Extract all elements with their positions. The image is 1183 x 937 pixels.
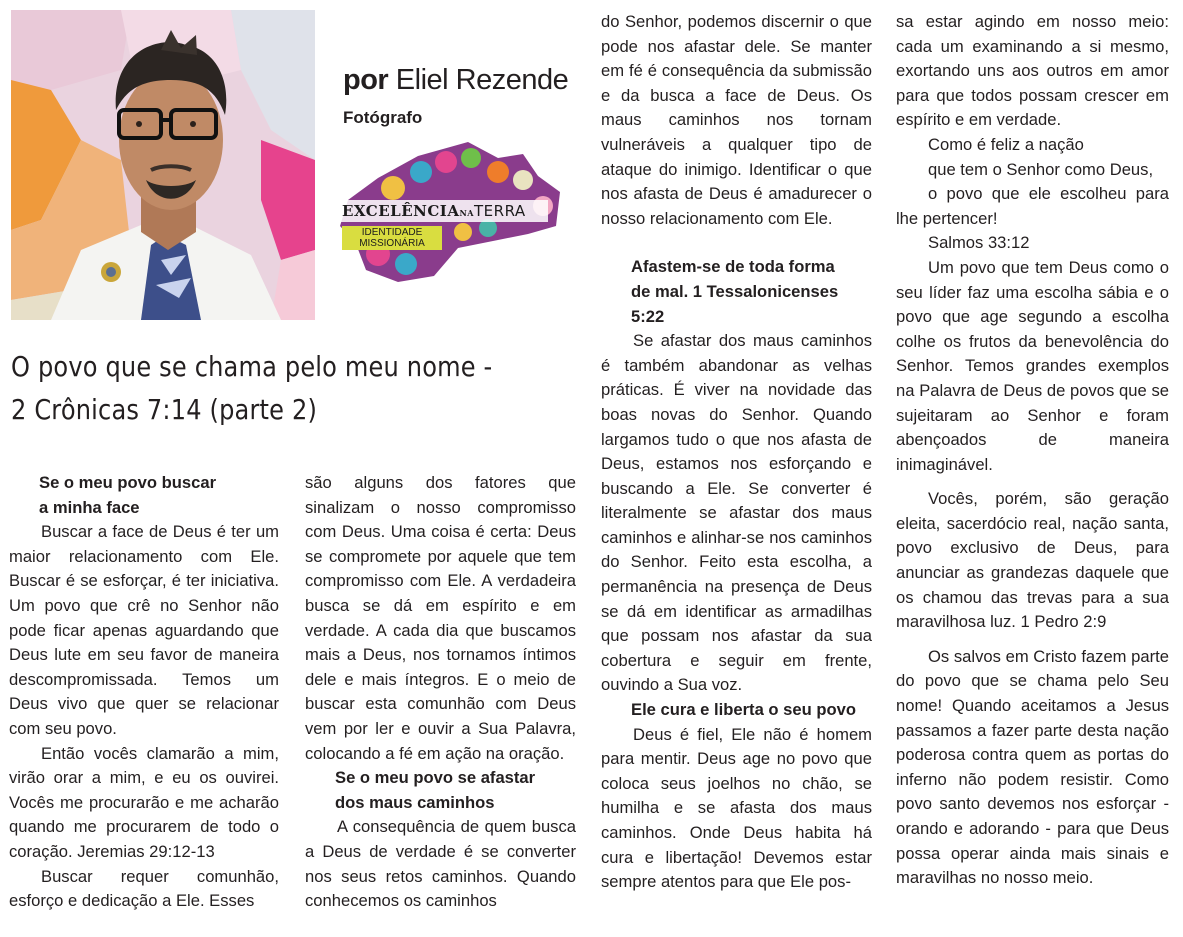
paragraph: Buscar requer comunhão, esforço e dedicação a Ele. Esses: [9, 866, 279, 911]
paragraph: Então vocês clamarão a mim, virão orar a mim, e eu os ouvirei. Vocês me procurarão e me acharão quando me procurarem de todo o coração. Jeremias 29:12-13: [9, 743, 279, 861]
subheading: Ele cura e liberta o seu povo: [631, 700, 857, 720]
verse-line: que tem o Senhor como Deus,: [928, 159, 1154, 179]
verse-line: o povo que ele escolheu para lhe pertencer!: [896, 184, 1169, 228]
paragraph: são alguns dos fatores que sinalizam o nosso compromisso com Deus. Uma coisa é certa: Deus se compromete por aquele que tem compromisso com Ele. A verdadeira busca se dá em espírito e em verdade. A cada dia que buscamos mais a Deus, nos tornamos íntimos dele e mais íntegros. E o meio de buscar esta comunhão com Deus vem por ler e ouvir a Sua Palavra, colocando a fé em ação na oração.: [305, 473, 576, 763]
author-portrait: [11, 10, 315, 320]
logo-word-na: NA: [459, 208, 474, 218]
excelencia-logo: [338, 136, 566, 286]
verse-reference: Salmos 33:12: [928, 233, 1030, 253]
paragraph: sa estar agindo em nosso meio: cada um examinando a si mesmo, exortando uns aos outros em amor para que todos possam crescer em espírito e em verdade.: [896, 12, 1169, 130]
paragraph: Vocês, porém, são geração eleita, sacerdócio real, nação santa, povo exclusivo de Deus, para anunciar as grandezas daquele que os chamou das trevas para a sua maravilhosa luz. 1 Pedro 2:9: [896, 489, 1169, 632]
subheading: Afastem-se de toda forma de mal. 1 Tessalonicenses 5:22: [631, 257, 839, 326]
paragraph: Se afastar dos maus caminhos é também abandonar as velhas práticas. É viver na novidade das boas novas do Senhor. Quando largamos tudo o que nos afasta de Deus, estamos nos esforçando e buscando a Ele. Se converter é literalmente se afastar dos maus caminhos e alinhar-se nos caminhos do Senhor. Feito esta escolha, a permanência na presença de Deus se dá em identificar as armadilhas que possam nos afastar da sua cobertura e seguir em frente, ouvindo a Sua voz.: [601, 331, 872, 695]
logo-tagline-line2: MISSIONÁRIA: [359, 238, 425, 249]
paragraph: Um povo que tem Deus como o seu líder faz uma escolha sábia e o povo que age segundo a escolha colhe os frutos da benevolência do Senhor. Temos grandes exemplos na Palavra de Deus de povos que se sujeitaram ao Senhor e foram abençoados de maneira inimaginável.: [896, 257, 1169, 474]
article-column-4: [896, 10, 1169, 891]
logo-word-excelencia: EXCELÊNCIA: [342, 202, 460, 220]
headline-line-1: O povo que se chama pelo meu nome -: [11, 350, 493, 383]
article-column-2: [305, 471, 576, 914]
article-headline: [11, 345, 493, 431]
author-role: Fotógrafo: [343, 108, 423, 127]
subheading: Se o meu povo se afastar dos maus caminhos: [335, 768, 536, 812]
author-byline: [343, 64, 568, 97]
logo-wordmark: [342, 202, 526, 220]
author-name: Eliel Rezende: [395, 64, 569, 96]
paragraph: do Senhor, podemos discernir o que pode nos afastar dele. Se manter em fé é consequência da submissão e da busca a face de Deus. Os maus caminhos nos tornam vulneráveis a qualquer tipo de ataque do inimigo. Identificar o que nos afasta de Deus é amadurecer o nosso relacionamento com Ele.: [601, 12, 872, 228]
logo-tagline: [342, 226, 442, 250]
paragraph: Buscar a face de Deus é ter um maior relacionamento com Ele. Buscar é se esforçar, é ter iniciativa. Um povo que crê no Senhor não pode ficar apenas aguardando que Deus lute em seu favor de maneira descompromissada. Temos um Deus vivo que quer se relacionar com seu povo.: [9, 522, 279, 738]
article-column-3: [601, 10, 872, 895]
paragraph: A consequência de quem busca a Deus de verdade é se converter nos seus retos caminhos. Quando conhecemos os caminhos: [305, 817, 576, 911]
paragraph: Deus é fiel, Ele não é homem para mentir. Deus age no povo que coloca seus joelhos no chão, se humilha e se afasta dos maus caminhos. Onde Deus habita há cura e libertação! Devemos estar sempre atentos para que Ele pos-: [601, 724, 872, 892]
headline-line-2: 2 Crônicas 7:14 (parte 2): [11, 393, 318, 426]
verse-line: Como é feliz a nação: [928, 134, 1084, 154]
subheading: Se o meu povo buscar a minha face: [39, 473, 217, 517]
paragraph: Os salvos em Cristo fazem parte do povo que se chama pelo Seu nome! Quando aceitamos a Jesus passamos a fazer parte desta nação poderosa contra quem as portas do inferno não podem resistir. Como povo santo devemos nos esforçar - orando e adorando - para que Deus possa operar ainda mais sinais e maravilhas no nosso meio.: [896, 646, 1169, 888]
byline-prefix: por: [343, 64, 389, 96]
author-photo: [11, 10, 315, 320]
logo-tagline-line1: IDENTIDADE: [361, 227, 423, 238]
article-column-1: [9, 471, 279, 914]
logo-word-terra: TERRA: [474, 202, 526, 220]
